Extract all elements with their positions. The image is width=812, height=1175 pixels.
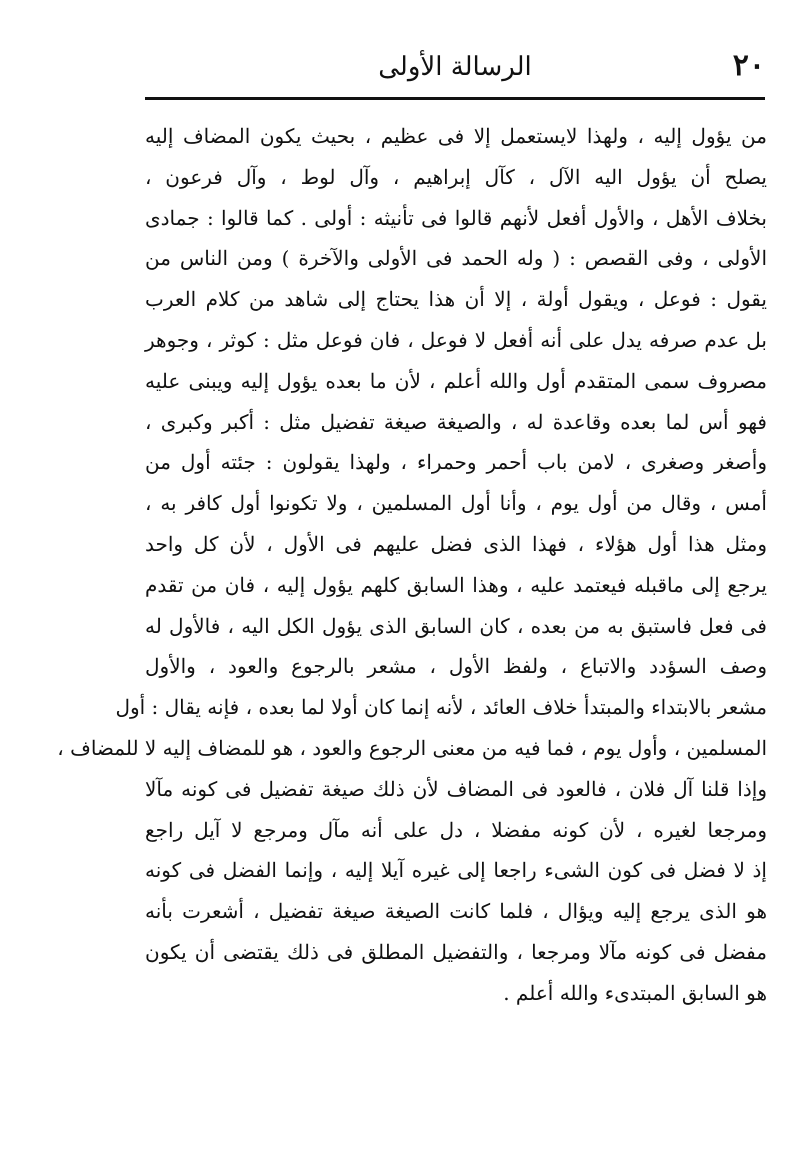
body-text xyxy=(57,116,767,1014)
text-line: ومرجعا لغيره ، لأن كونه مفضلا ، دل على أنه مآل ومرجع لا آيل راجع xyxy=(145,817,767,842)
text-line: إذ لا فضل فى كون الشىء راجعا إلى غيره آيلا إليه ، وإنما الفضل فى كونه xyxy=(145,858,767,883)
text-line: بل عدم صرفه يدل على أنه أفعل لا فوعل ، فان فوعل مثل : كوثر ، وجوهر xyxy=(145,327,767,352)
running-head xyxy=(145,44,765,88)
chapter-title: الرسالة الأولى xyxy=(378,52,532,82)
text-line: وصف السؤدد والاتباع ، ولفظ الأول ، مشعر بالرجوع والعود ، والأول xyxy=(145,654,767,679)
text-line: مشعر بالابتداء والمبتدأ خلاف العائد ، لأنه إنما كان أولا لما بعده ، فإنه يقال : أول xyxy=(115,695,767,720)
text-line: ومثل هذا أول هؤلاء ، فهذا الذى فضل عليهم فى الأول ، لأن كل واحد xyxy=(145,531,767,556)
text-line: المسلمين ، وأول يوم ، فما فيه من معنى الرجوع والعود ، هو للمضاف إليه لا للمضاف ، xyxy=(57,735,767,760)
text-line: مصروف سمى المتقدم أول والله أعلم ، لأن ما بعده يؤول إليه ويبنى عليه xyxy=(145,368,767,393)
header-rule xyxy=(145,97,765,100)
text-line: يصلح أن يؤول اليه الآل ، كآل إبراهيم ، وآل لوط ، وآل فرعون ، xyxy=(145,164,767,189)
text-line: هو الذى يرجع إليه ويؤال ، فلما كانت الصيغة صيغة تفضيل ، أشعرت بأنه xyxy=(145,899,767,924)
text-line: فى فعل فاستبق به من بعده ، كان السابق الذى يؤول الكل اليه ، فالأول له xyxy=(145,613,767,638)
text-line: الأولى ، وفى القصص : ( وله الحمد فى الأولى والآخرة ) ومن الناس من xyxy=(145,246,767,271)
text-line: وأصغر وصغرى ، لامن باب أحمر وحمراء ، ولهذا يقولون : جئته أول من xyxy=(145,450,767,475)
text-line: أمس ، وقال من أول يوم ، وأنا أول المسلمين ، ولا تكونوا أول كافر به ، xyxy=(145,491,767,516)
text-line: فهو أس لما بعده وقاعدة له ، والصيغة صيغة تفضيل مثل : أكبر وكبرى ، xyxy=(145,409,767,434)
text-line: مفضل فى كونه مآلا ومرجعا ، والتفضيل المطلق فى ذلك يقتضى أن يكون xyxy=(145,939,767,964)
text-line: يرجع إلى ماقبله فيعتمد عليه ، وهذا السابق كلهم يؤول إليه ، فان من تقدم xyxy=(145,572,767,597)
text-line: وإذا قلنا آل فلان ، فالعود فى المضاف لأن ذلك صيغة تفضيل فى كونه مآلا xyxy=(145,776,767,801)
text-line-last: هو السابق المبتدىء والله أعلم . xyxy=(503,980,767,1005)
text-line: يقول : فوعل ، ويقول أولة ، إلا أن هذا يحتاج إلى شاهد من كلام العرب xyxy=(145,287,767,312)
text-line: بخلاف الأهل ، والأول أفعل لأنهم قالوا فى تأنيثه : أولى . كما قالوا : جمادى xyxy=(145,205,767,230)
text-line: من يؤول إليه ، ولهذا لايستعمل إلا فى عظيم ، بحيث يكون المضاف إليه xyxy=(145,124,767,148)
page-number: ٢٠ xyxy=(732,48,765,83)
